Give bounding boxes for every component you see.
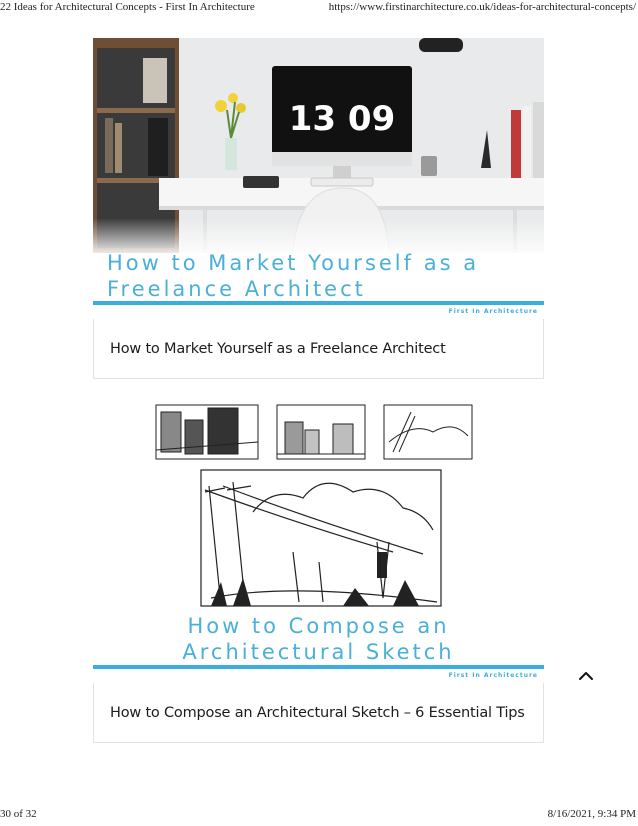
article-card[interactable] bbox=[93, 402, 544, 743]
clock-display: 13 09 bbox=[288, 99, 396, 139]
article-title-link[interactable]: How to Compose an Architectural Sketch – 6 Essential Tips bbox=[110, 704, 525, 721]
article-card[interactable] bbox=[93, 38, 544, 379]
banner-accent-bar bbox=[93, 665, 544, 669]
print-footer bbox=[0, 808, 638, 824]
banner-title-line-1: How to Compose an bbox=[187, 614, 450, 638]
banner-brand: First In Architecture bbox=[448, 308, 538, 315]
article-title-link[interactable]: How to Market Yourself as a Freelance Architect bbox=[110, 340, 446, 357]
scroll-to-top-button[interactable] bbox=[576, 668, 596, 684]
article-thumbnail[interactable] bbox=[93, 38, 544, 319]
article-thumbnail[interactable] bbox=[93, 402, 544, 683]
banner-brand: First In Architecture bbox=[448, 672, 538, 679]
print-page-title: 22 Ideas for Architectural Concepts - First In Architecture bbox=[0, 1, 255, 13]
print-page-url: https://www.firstinarchitecture.co.uk/ideas-for-architectural-concepts/ bbox=[328, 1, 636, 13]
article-title-box[interactable] bbox=[93, 683, 544, 743]
banner-title-line-2: Freelance Architect bbox=[107, 277, 366, 301]
banner-accent-bar bbox=[93, 301, 544, 305]
print-page-number: 30 of 32 bbox=[0, 808, 37, 820]
chevron-up-icon bbox=[576, 668, 596, 684]
print-header bbox=[0, 1, 638, 17]
article-title-box[interactable] bbox=[93, 319, 544, 379]
banner-title-line-1: How to Market Yourself as a bbox=[107, 251, 480, 275]
banner-title-line-2: Architectural Sketch bbox=[182, 640, 455, 664]
print-datetime: 8/16/2021, 9:34 PM bbox=[547, 808, 636, 820]
